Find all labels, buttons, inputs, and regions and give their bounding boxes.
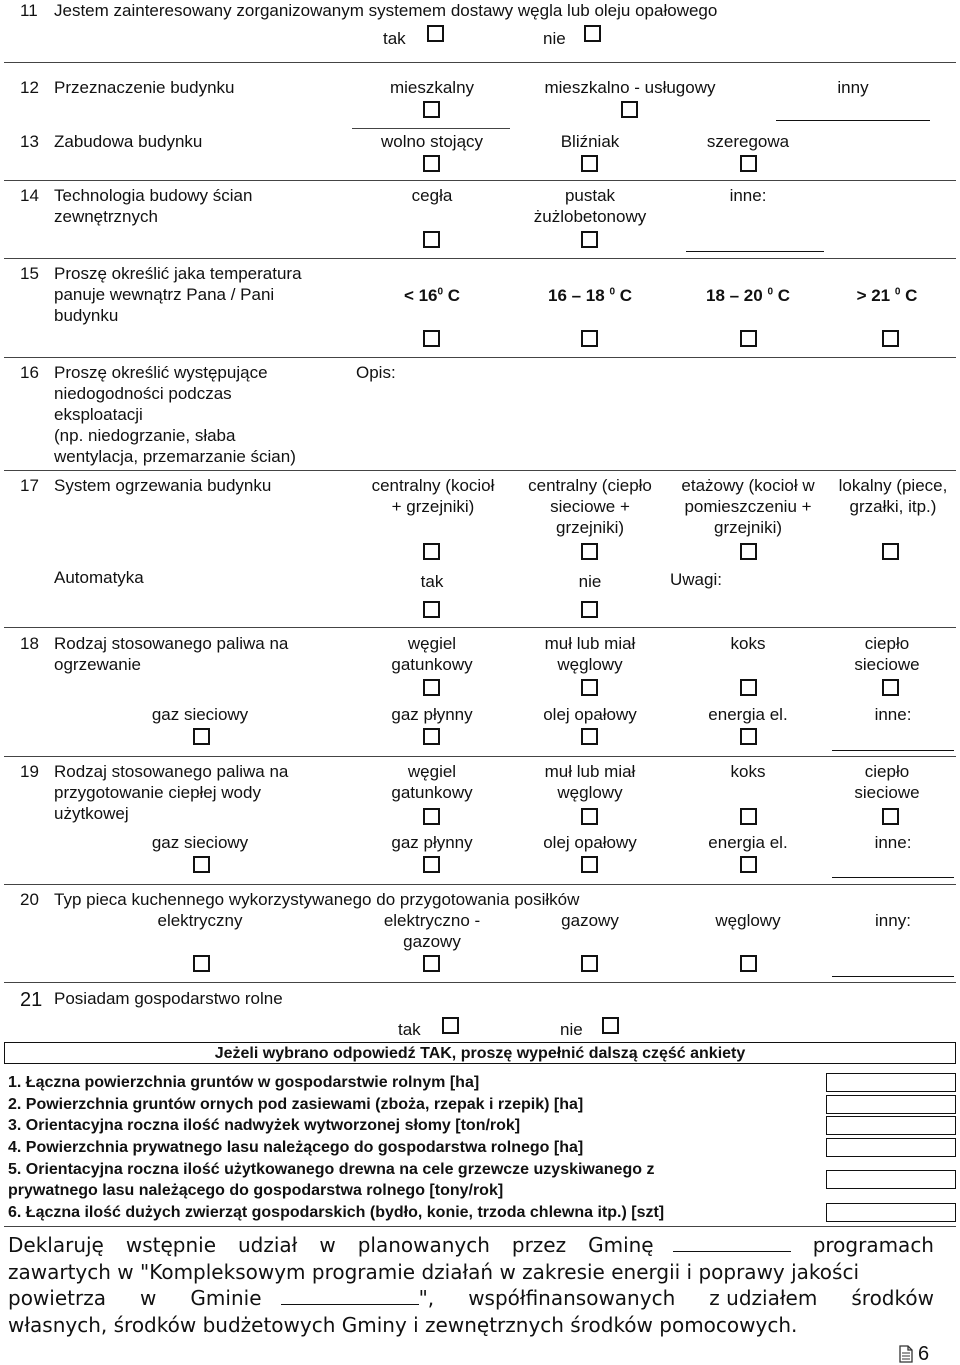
q19-oil-checkbox[interactable] — [581, 856, 598, 873]
q17-opt-district-l3: grzejniki) — [555, 518, 625, 537]
q19-district-checkbox[interactable] — [882, 808, 899, 825]
q19-opt-coal: węgiel — [407, 762, 457, 781]
q14-opt-brick: cegła — [411, 186, 453, 205]
farm-item-4: 4. Powierzchnia prywatnego lasu należącego do gospodarstwa rolnego [ha] — [8, 1139, 584, 1156]
q20-opt-other: inny: — [875, 911, 911, 930]
q19-opt-lpg: gaz płynny — [391, 833, 473, 852]
q15-16-18-checkbox[interactable] — [581, 330, 598, 347]
q13-semidetached-checkbox[interactable] — [581, 155, 598, 172]
q19-opt-oil: olej opałowy — [543, 833, 637, 852]
q13-opt-detached: wolno stojący — [380, 132, 484, 151]
q15-number: 15 — [20, 264, 39, 283]
farm-item-1-input[interactable] — [826, 1073, 956, 1092]
q20-electric-gas-checkbox[interactable] — [423, 955, 440, 972]
q12-opt-other: inny — [837, 78, 869, 97]
q19-text-line1: Rodzaj stosowanego paliwa na — [54, 762, 289, 781]
q19-opt-coke: koks — [730, 762, 766, 781]
divider — [4, 982, 956, 983]
q11-text: Jestem zainteresowany zorganizowanym systemem dostawy węgla lub oleju opałowego — [54, 1, 718, 20]
divider — [4, 627, 956, 628]
q12-opt-mixed: mieszkalno - usługowy — [544, 78, 716, 97]
farm-item-5-line2: prywatnego lasu należącego do gospodarstwa rolnego [tony/rok] — [8, 1182, 504, 1199]
q19-text-line2: przygotowanie ciepłej wody — [54, 783, 261, 802]
q20-coal-checkbox[interactable] — [740, 955, 757, 972]
divider — [4, 258, 956, 259]
farm-item-5: 5. Orientacyjna roczna ilość użytkowanego drewna na cele grzewcze uzyskiwanego z — [8, 1161, 655, 1178]
q17-number: 17 — [20, 476, 39, 495]
q13-detached-checkbox[interactable] — [423, 155, 440, 172]
q17-text: System ogrzewania budynku — [54, 476, 272, 495]
q17-automation-yes-label: tak — [420, 572, 444, 591]
farm-item-3-input[interactable] — [826, 1116, 956, 1135]
q20-opt-electric-gas-l2: gazowy — [403, 932, 461, 951]
q20-opt-coal: węglowy — [715, 911, 781, 930]
q19-opt-electric: energia el. — [708, 833, 788, 852]
q19-opt-district-l2: sieciowe — [854, 783, 920, 802]
declaration-line4: własnych, środków budżetowych Gminy i zewnętrznych środków pomocowych. — [8, 1312, 798, 1337]
q15-below16-checkbox[interactable] — [423, 330, 440, 347]
q18-text-line1: Rodzaj stosowanego paliwa na — [54, 634, 289, 653]
q21-number: 21 — [20, 989, 43, 1011]
divider — [4, 470, 956, 471]
q18-opt-coal: węgiel — [407, 634, 457, 653]
q17-automation-no-checkbox[interactable] — [581, 601, 598, 618]
q14-text-line1: Technologia budowy ścian — [54, 186, 253, 205]
farm-item-5-input[interactable] — [826, 1170, 956, 1189]
q17-district-checkbox[interactable] — [581, 543, 598, 560]
q17-opt-central-boiler-l2: + grzejniki) — [391, 497, 475, 516]
farm-item-3: 3. Orientacyjna roczna ilość nadwyżek wytworzonej słomy [ton/rok] — [8, 1117, 521, 1134]
q17-automation-yes-checkbox[interactable] — [423, 601, 440, 618]
q19-lpg-checkbox[interactable] — [423, 856, 440, 873]
q16-description-label: Opis: — [356, 363, 396, 382]
q19-slurry-checkbox[interactable] — [581, 808, 598, 825]
declaration — [8, 1232, 934, 1338]
q20-gas-checkbox[interactable] — [581, 955, 598, 972]
q18-lpg-checkbox[interactable] — [423, 728, 440, 745]
q17-opt-floor: etażowy (kocioł w — [681, 476, 815, 495]
q14-number: 14 — [20, 186, 39, 205]
q17-opt-district-l2: sieciowe + — [550, 497, 630, 516]
q17-opt-local-l2: grzałki, itp.) — [849, 497, 937, 516]
q18-opt-district-l2: sieciowe — [854, 655, 920, 674]
q18-opt-natural-gas: gaz sieciowy — [151, 705, 249, 724]
q16-line5: wentylacja, przemarzanie ścian) — [54, 447, 296, 466]
document-icon — [897, 1345, 915, 1363]
q15-text-line3: budynku — [54, 306, 119, 325]
q14-text-line2: zewnętrznych — [54, 207, 158, 226]
q17-opt-local: lokalny (piece, — [838, 476, 948, 495]
q11-yes-label: tak — [383, 29, 406, 48]
q18-other-field[interactable] — [832, 750, 954, 751]
divider — [4, 756, 956, 757]
farm-item-2-input[interactable] — [826, 1095, 956, 1114]
q19-coal-checkbox[interactable] — [423, 808, 440, 825]
q12-number: 12 — [20, 78, 39, 97]
q18-slurry-checkbox[interactable] — [581, 679, 598, 696]
q19-electric-checkbox[interactable] — [740, 856, 757, 873]
divider — [4, 884, 956, 885]
q17-opt-central-boiler: centralny (kocioł — [371, 476, 495, 495]
q15-above21-checkbox[interactable] — [882, 330, 899, 347]
q18-opt-district: ciepło — [864, 634, 910, 653]
q19-coke-checkbox[interactable] — [740, 808, 757, 825]
q13-opt-terraced: szeregowa — [706, 132, 790, 151]
q18-opt-other: inne: — [874, 705, 912, 724]
divider — [352, 128, 510, 129]
q14-opt-block-line2: żużlobetonowy — [533, 207, 647, 226]
q19-opt-district: ciepło — [864, 762, 910, 781]
q12-mixed-checkbox[interactable] — [621, 101, 638, 118]
q19-text-line3: użytkowej — [54, 804, 129, 823]
farm-item-2: 2. Powierzchnia gruntów ornych pod zasiewami (zboża, rzepak i rzepik) [ha] — [8, 1096, 584, 1113]
q12-text: Przeznaczenie budynku — [54, 78, 235, 97]
q21-yes-checkbox[interactable] — [442, 1017, 459, 1034]
farm-item-6-input[interactable] — [826, 1203, 956, 1222]
declaration-municipality-field-1[interactable] — [673, 1233, 791, 1252]
q18-district-checkbox[interactable] — [882, 679, 899, 696]
q21-yes-label: tak — [398, 1020, 421, 1039]
q12-opt-residential: mieszkalny — [389, 78, 475, 97]
q20-opt-electric: elektryczny — [157, 911, 243, 930]
q20-number: 20 — [20, 890, 39, 909]
q15-opt-18-20: 18 – 20 $^0$ C — [705, 286, 790, 305]
q19-opt-slurry-l2: węglowy — [557, 783, 623, 802]
q12-other-field[interactable] — [776, 120, 930, 121]
q18-electric-checkbox[interactable] — [740, 728, 757, 745]
q18-coke-checkbox[interactable] — [740, 679, 757, 696]
q15-opt-below16: < $16^0$ C — [403, 286, 461, 305]
q18-oil-checkbox[interactable] — [581, 728, 598, 745]
q16-line1: Proszę określić występujące — [54, 363, 268, 382]
q16-line2: niedogodności podczas — [54, 384, 232, 403]
q18-opt-slurry-l2: węglowy — [557, 655, 623, 674]
q13-opt-semidetached: Bliźniak — [560, 132, 620, 151]
q18-opt-electric: energia el. — [708, 705, 788, 724]
q20-other-field[interactable] — [832, 976, 954, 977]
q15-text-line2: panuje wewnątrz Pana / Pani — [54, 285, 275, 304]
q20-electric-checkbox[interactable] — [193, 955, 210, 972]
page-number: 6 — [918, 1343, 930, 1365]
q19-number: 19 — [20, 762, 39, 781]
farm-item-4-input[interactable] — [826, 1138, 956, 1157]
q14-opt-other: inne: — [729, 186, 767, 205]
q13-text: Zabudowa budynku — [54, 132, 203, 151]
farm-item-6: 6. Łączna ilość dużych zwierząt gospodarskich (bydło, konie, trzoda chlewna itp.) [szt] — [8, 1204, 665, 1221]
q15-opt-16-18: 16 – 18 $^0$ C — [547, 286, 632, 305]
q17-floor-checkbox[interactable] — [740, 543, 757, 560]
q18-number: 18 — [20, 634, 39, 653]
q21-no-checkbox[interactable] — [602, 1017, 619, 1034]
q18-opt-slurry: muł lub miał — [544, 634, 636, 653]
q18-natural-gas-checkbox[interactable] — [193, 728, 210, 745]
q20-text: Typ pieca kuchennego wykorzystywanego do przygotowania posiłków — [54, 890, 580, 909]
q21-banner: Jeżeli wybrano odpowiedź TAK, proszę wypełnić dalszą część ankiety — [214, 1045, 746, 1062]
q19-opt-natural-gas: gaz sieciowy — [151, 833, 249, 852]
declaration-line1: Deklaruję wstępnie udział w planowanych przez Gminę programach — [8, 1233, 934, 1257]
divider — [4, 1226, 956, 1227]
declaration-municipality-field-2[interactable] — [281, 1286, 419, 1305]
q14-opt-block: pustak — [564, 186, 616, 205]
q19-other-field[interactable] — [832, 877, 954, 878]
q19-opt-other: inne: — [874, 833, 912, 852]
q13-number: 13 — [20, 132, 39, 151]
q18-coal-checkbox[interactable] — [423, 679, 440, 696]
q19-opt-slurry: muł lub miał — [544, 762, 636, 781]
q18-opt-oil: olej opałowy — [543, 705, 637, 724]
q20-opt-electric-gas: elektryczno - — [383, 911, 481, 930]
divider — [4, 62, 956, 63]
q18-opt-coke: koks — [730, 634, 766, 653]
q20-opt-gas: gazowy — [561, 911, 619, 930]
q13-terraced-checkbox[interactable] — [740, 155, 757, 172]
q16-line3: eksploatacji — [54, 405, 143, 424]
q18-text-line2: ogrzewanie — [54, 655, 141, 674]
q17-remarks-label: Uwagi: — [670, 570, 722, 589]
q21-text: Posiadam gospodarstwo rolne — [54, 989, 283, 1008]
q17-opt-floor-l3: grzejniki) — [713, 518, 783, 537]
q14-other-field[interactable] — [686, 251, 824, 252]
q11-number: 11 — [20, 1, 38, 20]
divider — [4, 180, 956, 181]
q18-opt-coal-l2: gatunkowy — [391, 655, 473, 674]
q21-no-label: nie — [560, 1020, 583, 1039]
q15-opt-above21: > 21 $^0$ C — [856, 286, 918, 305]
q12-residential-checkbox[interactable] — [423, 101, 440, 118]
q19-natural-gas-checkbox[interactable] — [193, 856, 210, 873]
q18-opt-lpg: gaz płynny — [391, 705, 473, 724]
q16-line4: (np. niedogrzanie, słaba — [54, 426, 236, 445]
divider — [4, 357, 956, 358]
q11-no-label: nie — [543, 29, 566, 48]
q15-text-line1: Proszę określić jaka temperatura — [54, 264, 302, 283]
q11-yes-checkbox[interactable] — [427, 25, 444, 42]
q17-automation-label: Automatyka — [54, 568, 144, 587]
q14-brick-checkbox[interactable] — [423, 231, 440, 248]
q17-opt-floor-l2: pomieszczeniu + — [684, 497, 812, 516]
q15-18-20-checkbox[interactable] — [740, 330, 757, 347]
q17-central-boiler-checkbox[interactable] — [423, 543, 440, 560]
declaration-line2: zawartych w "Kompleksowym programie działań w zakresie energii i poprawy jakości — [8, 1259, 860, 1284]
q17-opt-district: centralny (ciepło — [528, 476, 652, 495]
q11-no-checkbox[interactable] — [584, 25, 601, 42]
declaration-line3: powietrza w Gminie ", współfinansowanych z udziałem środków — [8, 1286, 934, 1310]
q17-automation-no-label: nie — [578, 572, 602, 591]
farm-item-1: 1. Łączna powierzchnia gruntów w gospodarstwie rolnym [ha] — [8, 1074, 480, 1091]
q17-local-checkbox[interactable] — [882, 543, 899, 560]
q14-block-checkbox[interactable] — [581, 231, 598, 248]
q16-number: 16 — [20, 363, 39, 382]
q19-opt-coal-l2: gatunkowy — [391, 783, 473, 802]
